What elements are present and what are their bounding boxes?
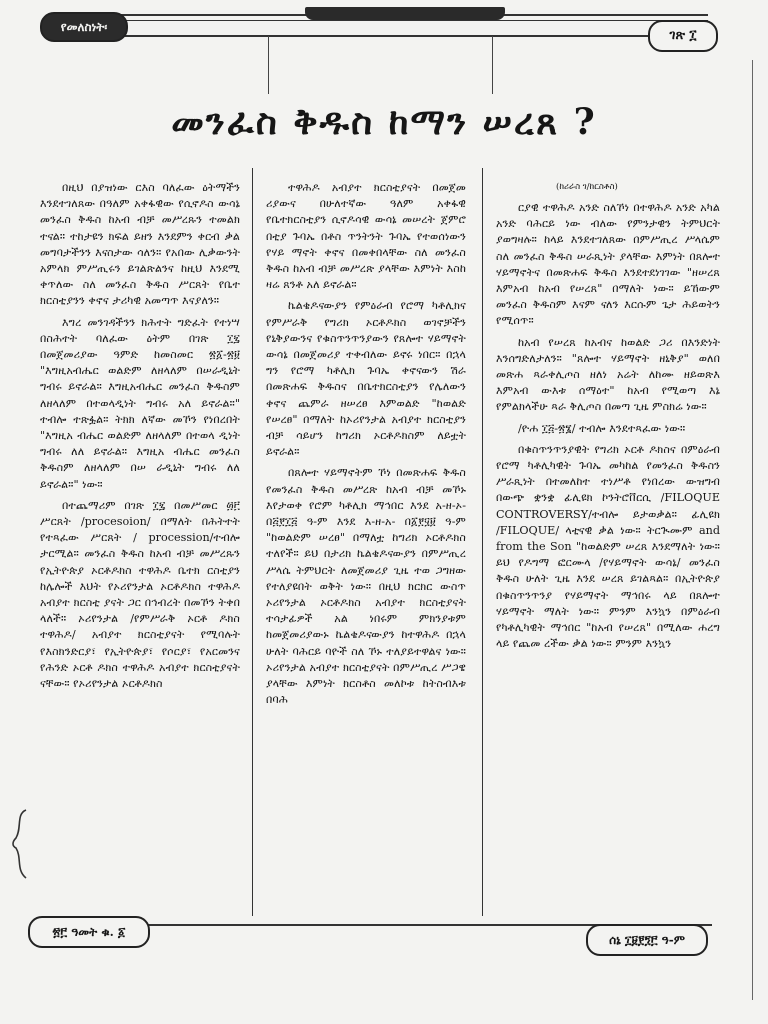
paragraph: በጸሎተ ሃይማኖትም ኾነ በመጽሐፍ ቅዱስ የመንፈስ ቅዱስ መሥረጽ ከአብ ብቻ መኾኑ እየታወቀ የሮም ካቶሊክ ማኅበር እንደ አ-ዘ-ኦ-በ፭፻፲፭ ዓ-ም እንደ እ-ዘ-አ- በ፩፻፶፱ ዓ-ም "ከወልድም ሠረፀ" በማለቷ ከግሪክ ኦርቶዶክስ ተለየች። ይህ በታሪክ ኬልቄዶናውያን በምሥጢረ ሥላሴ ትምህርት ለመጀመሪያ ጊዜ ተወ ጋግዘው የተለያዩበት ወቅት ነው። በዚህ ክርክር ውስጥ ኦሪየንታል ኦርቶዶክስ አብያተ ክርስቲያናት ተሳታፊዎች አል ነበሩም ምክንያቱም ከመጀመሪያውኑ ኬልቄዶናውያን ከተዋሕዶ በኋላ ሁለት ባሕርይ ባዮች ስለ ኾኑ ተለያይተዋልና ነው። ኦሪየንታል አብያተ ክርስቲያናት በምሥጢረ ሥጋዌ ያላቸው እምነት ክርስቶስ መለኮቱ ከትስብእቱ በባሕ xyxy=(266,466,466,707)
column-divider xyxy=(482,168,483,916)
article-column-1 xyxy=(40,180,240,908)
page-edge-rule xyxy=(752,60,753,1000)
paragraph: እግረ መንገዳችንን ክሕተት ግድፈት የተነሣ በስሕተት ባለፈው ዕትም በገጽ ፲፯ በመጀመሪያው ዓምድ ከመስመር ፳፩-፳፱ "እግዚአብሔር ወልድም ለዘላለም በሠራዲኒት ግብሩ ይኖራል። እግዚአብሔር መንፈስ ቅዱስም ለዘላለም በተወላዲነት ግብሩ አለ ይኖራል።" ተብሎ ተጽፏል። ትክክ ለኛው መኾን የነበረበት "እግዚአ ብሔር ወልድም ለዘላለም በተወላ ዲነት ግብሩ ለለ ይኖራል። እግዚአ ብሔር መንፈስ ቅዱስም ለዘላለም በሠ ራዲኒት ግብሩ ለለ ይኖራል።" ነው። xyxy=(40,315,240,491)
author-byline: (ከሪራስ ገ/ከርስቶስ) xyxy=(556,182,618,192)
page-number: ገጽ ፲ xyxy=(648,20,718,52)
paragraph: ርያዊ ተዋሕዶ አንድ ስለኾነ በተዋሕዶ አንድ አካል አንድ ባሕርይ ነው ብለው የምንታዊን ትምህርት ያወግዛሉ። ከላይ እንደተገለጸው በምሥጢረ ሥላሴም ስለ መንፈስ ቅዱስ ሠራጺነት ያላቸው እምነት በጸሎተ ሃይማኖትና በመጽሐፍ ቅዱስ እንደተደነገገው "ዘሠረጸ እምአብ ከአብ የሠረጸ" በማለት ነው። ይኸውም መንፈስ ቅዱስም እናም ናለን እርሱም ጌታ ሕይወትን የሚሰጥ። xyxy=(496,201,720,328)
paragraph: ከአብ የሠረጸ ከአብና ከወልድ ጋሪ በእንድነት እንሰግድለታለን። "ጸሎተ ሃይማኖት ዘኒቅያ" ወለበ መጽሐ ጻራቀሊጦስ ዘለነ አሬት ለከሙ ዘይወጽእ እምአብ ውእቱ ሰማዕተ" ከአብ የሚወጣ እኔ የምልክላችሁ ጻራ ቅሊጦስ በመጣ ጊዜ ምስክሬ ነው። xyxy=(496,335,720,414)
header-bar-decoration xyxy=(305,7,505,20)
paragraph: በዚህ በያዝነው ርእስ ባለፈው ዕትማችን እንደተገለጸው በዓለም አቀፋዊው የሲኖዶስ ውሳኔ መንፈስ ቅዱስ ከአብ ብቻ መሥረጹን ተመልክ ተናል። ተከታዩን ክፍል ይዘን እንደምን ቀርብ ቃል መግባታችንን እናስታው ሳለን። የአበው ሊቃውንት አምላክ ምሥጢሩን ይገልጽልንና ከዚህ እንደሚ ቀጥለው ስለ መንፈስ ቅዱስ ሥርጸት የቤተ ክርስቲያንን ቀኖና ታሪካዊ አመጣጥ እናያለን። xyxy=(40,181,240,308)
column-divider xyxy=(252,168,253,916)
column-divider-top xyxy=(268,36,269,94)
article-column-2 xyxy=(266,180,466,908)
date-label: ሰኔ ፲፱፻፺፫ ዓ-ም xyxy=(586,924,708,956)
article-title: መንፈስ ቅዱስ ከማን ሠረጸ ? xyxy=(171,101,597,143)
header-rule xyxy=(88,20,708,21)
article-column-3 xyxy=(496,200,720,908)
issue-label: ፳፫ ዓመት ቁ. ፩ xyxy=(28,916,150,948)
paragraph: ኬልቄዶናውያን የምዕራብ የሮማ ካቶሊክና የምሥራቅ የግሪክ ኦርቶዶክስ ወገኖቻችን የኒቅያውንና የቁስጥንጥንያውን የጸሎተ ሃይማኖት ውሳኔ በመጀመሪያ ተቀብለው ይኖሩ ነበር። በኋላ ግን የሮማ ካቶሊክ ጉባኤ ቀኖናውን ሽራ በመጽሐፍ ቅዱስና በቤተክርስቲያን የሌለውን ቀኖና ጨምራ ዘሠረፀ እምወልድ "ከወልድ የሠረፀ" በማለት ከኦሪየንታል አብያተ ክርስቲያን ብቻ ሳይሆን ከግሪክ ኦርቶዶክስም ለይቷት ይኖራል። xyxy=(266,299,466,459)
header-rule xyxy=(120,35,680,37)
paragraph: በተጨማሪም በገጽ ፲፯ በመሥመር ፴፫ ሥርጸት /procesoion/ በማለት በሕትተት የተጻፈው ሥርጸት / procession/ተብሎ ታርሚል። መንፈስ ቅዱስ ከአብ ብቻ መሥረጹን የኢትዮጵያ ኦርቶዶክስ ተዋሕዶ ቤተክ ርስቲያን ከሌሎች እህት የኦሪየንታል ኦርቶዶክስ ተዋሕዶ አብያተ ክርስቲ ያናት ጋር በኅብረት በመኾን ትቀበ ላለች። ኦሪየንታል /የምሥራቅ ኦርቶ ዶክስ ተዋሕዶ/ አብያተ ክርስቲያናት የሚባሉት የእስክንድርያ፣ የኢትዮጵያ፣ የሶርያ፣ የአርመንና የሕንድ ኦርቶ ዶክስ ተዋሕዶ አብያተ ክርስቲያናት ናቸው። የኦሪየንታል ኦርቶዶክስ xyxy=(40,498,240,691)
column-divider-top xyxy=(492,36,493,94)
paragraph: ተዋሕዶ አብያተ ክርስቲያናት በመጀመ ሪያውና በሁለተኛው ዓለም አቀፋዊ የቤተክርስቲያን ሲኖዶሳዊ ውሳኔ መሠረት ጀምሮ በቲያ ጉባኤ በቶስ ጥንትንት ጉባኤ የተወሰነውን የሃይ ማኖት ቀኖና በመቀበላቸው ስለ መንፈስ ቅዱስ ከአብ ብቻ መሥረጽ ያላቸው እምነት እስከ ዛሬ ጸንቶ አለ ይኖራል። xyxy=(266,181,466,292)
handwritten-bracket-mark xyxy=(10,808,30,880)
section-label: የመለስነት፡ xyxy=(40,12,128,42)
paragraph: በቁስጥንጥንያዊት የግሪክ ኦርቶ ዶክስና በምዕራብ የሮማ ካቶሊካዊት ጉባኤ መካከል የመንፈስ ቅዱስን ሥራጺነት በተመለከተ ተነሥቶ የነበረው ውዝግብ በውጭ ቋንቋ ፊሊዩክ ኮንትሮቨርሲ /FILOQUE CONTROVERSY/ተብሎ ይታወቃል። ፊሊዩክ /FILOQUE/ ላቲናዊ ቃል ነው። ትርጒሙም and from the Son "ከወልድም ሠረጸ እንደማለት ነው። ይህ የዶግማ ፎርሙላ /የሃይማኖት ውሳኔ/ መንፈስ ቅዱስ ሁለት ጊዜ እንደ ሠረጸ ይገልጻል። በኢትዮጵያ በቁስጥንጥንያ የሃይማኖት ማኅበሩ ላይ በጸሎተ ሃይማኖት ማለት ነው። ምንም እንኳን በምዕራብ የካቶሊካዊት ማኅበር "ከአብ የሠረጸ" በሚለው ሐረግ ላይ የጨመ ረችው ቃል ነው። ምንም እንኳን xyxy=(496,442,720,651)
paragraph: /ዮሐ ፲፭-፳፮/ ተብሎ እንደተጻፈው ነው። xyxy=(518,421,686,435)
